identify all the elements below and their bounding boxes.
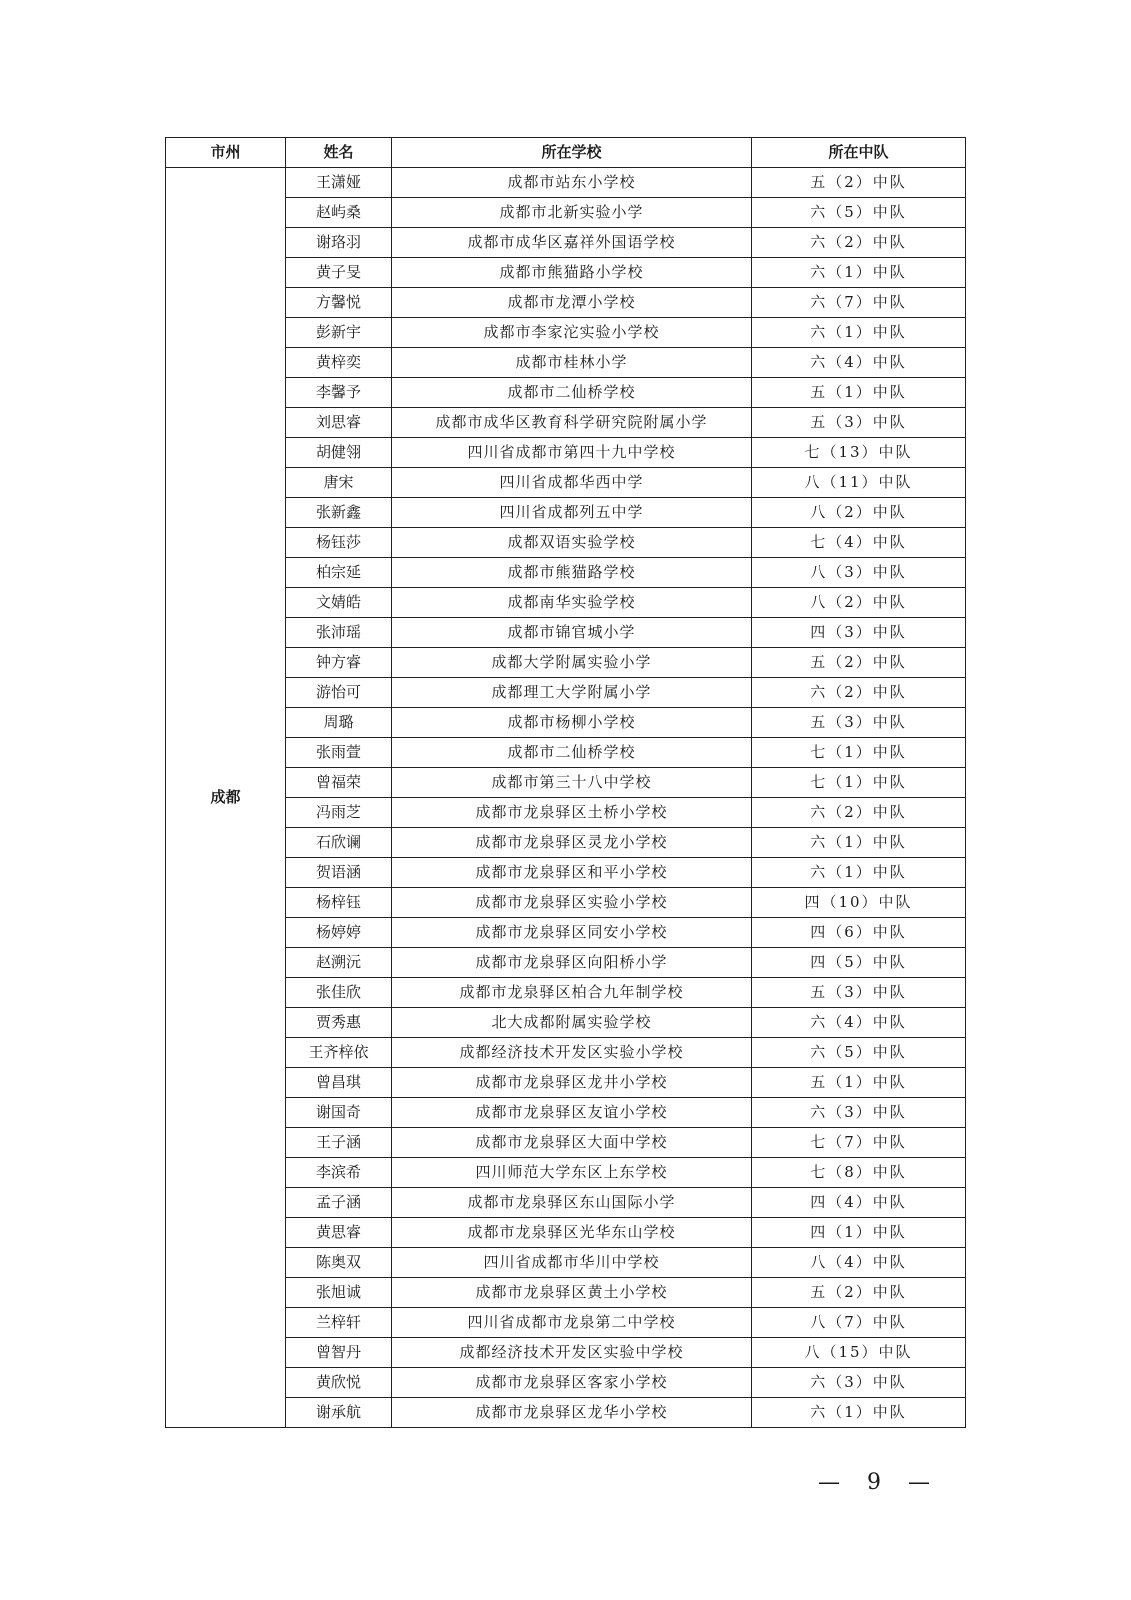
- school-cell: 北大成都附属实验学校: [392, 1008, 752, 1038]
- name-cell: 杨婷婷: [286, 918, 392, 948]
- name-cell: 冯雨芝: [286, 798, 392, 828]
- school-cell: 成都市二仙桥学校: [392, 378, 752, 408]
- squad-cell: 五（3）中队: [752, 978, 966, 1008]
- table-row: [166, 708, 966, 738]
- school-cell: 成都市龙泉驿区光华东山学校: [392, 1218, 752, 1248]
- table-row: [166, 948, 966, 978]
- name-cell: 柏宗延: [286, 558, 392, 588]
- table-row: [166, 888, 966, 918]
- name-cell: 游怡可: [286, 678, 392, 708]
- squad-cell: 六（5）中队: [752, 198, 966, 228]
- table-row: [166, 1278, 966, 1308]
- school-cell: 成都市龙泉驿区同安小学校: [392, 918, 752, 948]
- squad-cell: 六（3）中队: [752, 1368, 966, 1398]
- school-cell: 成都南华实验学校: [392, 588, 752, 618]
- squad-cell: 四（5）中队: [752, 948, 966, 978]
- table-row: [166, 288, 966, 318]
- squad-cell: 五（2）中队: [752, 648, 966, 678]
- squad-cell: 六（1）中队: [752, 858, 966, 888]
- name-cell: 刘思睿: [286, 408, 392, 438]
- name-cell: 曾福荣: [286, 768, 392, 798]
- squad-cell: 八（11）中队: [752, 468, 966, 498]
- school-cell: 成都理工大学附属小学: [392, 678, 752, 708]
- school-cell: 四川省成都市第四十九中学校: [392, 438, 752, 468]
- city-cell: 成都: [166, 168, 286, 1428]
- name-cell: 孟子涵: [286, 1188, 392, 1218]
- school-cell: 成都经济技术开发区实验小学校: [392, 1038, 752, 1068]
- squad-cell: 八（2）中队: [752, 588, 966, 618]
- table-row: [166, 1068, 966, 1098]
- table-row: [166, 918, 966, 948]
- table-row: [166, 978, 966, 1008]
- header-school: 所在学校: [392, 138, 752, 168]
- table-row: [166, 438, 966, 468]
- squad-cell: 七（1）中队: [752, 738, 966, 768]
- name-cell: 谢国奇: [286, 1098, 392, 1128]
- squad-cell: 八（7）中队: [752, 1308, 966, 1338]
- school-cell: 成都市熊猫路学校: [392, 558, 752, 588]
- school-cell: 成都市第三十八中学校: [392, 768, 752, 798]
- table-row: [166, 1338, 966, 1368]
- squad-cell: 四（10）中队: [752, 888, 966, 918]
- squad-cell: 六（7）中队: [752, 288, 966, 318]
- table-row: [166, 1188, 966, 1218]
- school-cell: 四川省成都列五中学: [392, 498, 752, 528]
- school-cell: 成都市成华区嘉祥外国语学校: [392, 228, 752, 258]
- name-cell: 曾昌琪: [286, 1068, 392, 1098]
- table-row: [166, 1098, 966, 1128]
- header-squad: 所在中队: [752, 138, 966, 168]
- name-cell: 谢珞羽: [286, 228, 392, 258]
- name-cell: 李馨予: [286, 378, 392, 408]
- squad-cell: 四（4）中队: [752, 1188, 966, 1218]
- school-cell: 成都市锦官城小学: [392, 618, 752, 648]
- name-cell: 唐宋: [286, 468, 392, 498]
- school-cell: 四川省成都华西中学: [392, 468, 752, 498]
- squad-cell: 五（1）中队: [752, 378, 966, 408]
- name-cell: 胡健翎: [286, 438, 392, 468]
- squad-cell: 七（1）中队: [752, 768, 966, 798]
- squad-cell: 八（4）中队: [752, 1248, 966, 1278]
- name-cell: 钟方睿: [286, 648, 392, 678]
- name-cell: 石欣谰: [286, 828, 392, 858]
- table-row: [166, 1368, 966, 1398]
- table-row: [166, 1008, 966, 1038]
- squad-cell: 六（2）中队: [752, 678, 966, 708]
- squad-cell: 六（3）中队: [752, 1098, 966, 1128]
- name-cell: 张新鑫: [286, 498, 392, 528]
- table-row: [166, 168, 966, 198]
- school-cell: 成都市龙潭小学校: [392, 288, 752, 318]
- name-cell: 张佳欣: [286, 978, 392, 1008]
- table-row: [166, 768, 966, 798]
- school-cell: 四川师范大学东区上东学校: [392, 1158, 752, 1188]
- name-cell: 王齐梓依: [286, 1038, 392, 1068]
- school-cell: 成都市成华区教育科学研究院附属小学: [392, 408, 752, 438]
- name-cell: 贾秀惠: [286, 1008, 392, 1038]
- name-cell: 周璐: [286, 708, 392, 738]
- name-cell: 曾智丹: [286, 1338, 392, 1368]
- squad-cell: 六（1）中队: [752, 258, 966, 288]
- squad-cell: 六（2）中队: [752, 228, 966, 258]
- squad-cell: 五（2）中队: [752, 1278, 966, 1308]
- table-row: [166, 1038, 966, 1068]
- table-row: [166, 258, 966, 288]
- school-cell: 成都市二仙桥学校: [392, 738, 752, 768]
- name-cell: 贺语涵: [286, 858, 392, 888]
- school-cell: 成都市龙泉驿区客家小学校: [392, 1368, 752, 1398]
- school-cell: 成都双语实验学校: [392, 528, 752, 558]
- header-city: 市州: [166, 138, 286, 168]
- school-cell: 成都市北新实验小学: [392, 198, 752, 228]
- table-row: [166, 1128, 966, 1158]
- squad-cell: 六（4）中队: [752, 1008, 966, 1038]
- school-cell: 成都市龙泉驿区实验小学校: [392, 888, 752, 918]
- squad-cell: 五（2）中队: [752, 168, 966, 198]
- name-cell: 黄梓奕: [286, 348, 392, 378]
- squad-cell: 五（1）中队: [752, 1068, 966, 1098]
- squad-cell: 六（5）中队: [752, 1038, 966, 1068]
- name-cell: 王子涵: [286, 1128, 392, 1158]
- table-row: [166, 198, 966, 228]
- name-cell: 黄子旻: [286, 258, 392, 288]
- table-row: [166, 408, 966, 438]
- squad-cell: 七（7）中队: [752, 1128, 966, 1158]
- table-row: [166, 1308, 966, 1338]
- squad-cell: 五（3）中队: [752, 708, 966, 738]
- school-cell: 成都市龙泉驿区和平小学校: [392, 858, 752, 888]
- name-cell: 王潇娅: [286, 168, 392, 198]
- name-cell: 兰梓轩: [286, 1308, 392, 1338]
- school-cell: 四川省成都市龙泉第二中学校: [392, 1308, 752, 1338]
- header-row: [166, 138, 966, 168]
- table-row: [166, 678, 966, 708]
- table-row: [166, 798, 966, 828]
- roster-table: [165, 137, 966, 1428]
- school-cell: 成都市龙泉驿区东山国际小学: [392, 1188, 752, 1218]
- school-cell: 成都市龙泉驿区龙华小学校: [392, 1398, 752, 1428]
- name-cell: 方馨悦: [286, 288, 392, 318]
- squad-cell: 六（1）中队: [752, 1398, 966, 1428]
- header-name: 姓名: [286, 138, 392, 168]
- table-row: [166, 498, 966, 528]
- table-row: [166, 1218, 966, 1248]
- name-cell: 赵屿桑: [286, 198, 392, 228]
- squad-cell: 六（2）中队: [752, 798, 966, 828]
- name-cell: 陈奥双: [286, 1248, 392, 1278]
- school-cell: 成都市龙泉驿区土桥小学校: [392, 798, 752, 828]
- table-row: [166, 1398, 966, 1428]
- squad-cell: 八（2）中队: [752, 498, 966, 528]
- table-row: [166, 618, 966, 648]
- name-cell: 赵溯沅: [286, 948, 392, 978]
- squad-cell: 八（15）中队: [752, 1338, 966, 1368]
- table-row: [166, 1248, 966, 1278]
- table-row: [166, 1158, 966, 1188]
- name-cell: 杨梓钰: [286, 888, 392, 918]
- squad-cell: 四（6）中队: [752, 918, 966, 948]
- roster-body: [166, 168, 966, 1428]
- table-row: [166, 828, 966, 858]
- name-cell: 杨钰莎: [286, 528, 392, 558]
- name-cell: 李滨希: [286, 1158, 392, 1188]
- school-cell: 成都市龙泉驿区友谊小学校: [392, 1098, 752, 1128]
- table-row: [166, 648, 966, 678]
- school-cell: 成都市桂林小学: [392, 348, 752, 378]
- table-row: [166, 738, 966, 768]
- school-cell: 成都市站东小学校: [392, 168, 752, 198]
- school-cell: 成都市龙泉驿区黄土小学校: [392, 1278, 752, 1308]
- name-cell: 文婧皓: [286, 588, 392, 618]
- school-cell: 成都市龙泉驿区龙井小学校: [392, 1068, 752, 1098]
- name-cell: 张旭诚: [286, 1278, 392, 1308]
- name-cell: 谢承航: [286, 1398, 392, 1428]
- school-cell: 成都市龙泉驿区大面中学校: [392, 1128, 752, 1158]
- squad-cell: 七（13）中队: [752, 438, 966, 468]
- squad-cell: 七（8）中队: [752, 1158, 966, 1188]
- school-cell: 成都市李家沱实验小学校: [392, 318, 752, 348]
- school-cell: 四川省成都市华川中学校: [392, 1248, 752, 1278]
- table-row: [166, 528, 966, 558]
- table-row: [166, 468, 966, 498]
- squad-cell: 四（3）中队: [752, 618, 966, 648]
- name-cell: 张雨萱: [286, 738, 392, 768]
- table-row: [166, 588, 966, 618]
- school-cell: 成都市杨柳小学校: [392, 708, 752, 738]
- name-cell: 彭新宇: [286, 318, 392, 348]
- school-cell: 成都市龙泉驿区灵龙小学校: [392, 828, 752, 858]
- page-number: — 9 —: [818, 1470, 940, 1495]
- table-row: [166, 228, 966, 258]
- squad-cell: 四（1）中队: [752, 1218, 966, 1248]
- school-cell: 成都市龙泉驿区柏合九年制学校: [392, 978, 752, 1008]
- name-cell: 张沛瑶: [286, 618, 392, 648]
- squad-cell: 五（3）中队: [752, 408, 966, 438]
- table-row: [166, 378, 966, 408]
- school-cell: 成都大学附属实验小学: [392, 648, 752, 678]
- name-cell: 黄欣悦: [286, 1368, 392, 1398]
- table-row: [166, 318, 966, 348]
- school-cell: 成都经济技术开发区实验中学校: [392, 1338, 752, 1368]
- squad-cell: 七（4）中队: [752, 528, 966, 558]
- name-cell: 黄思睿: [286, 1218, 392, 1248]
- table-row: [166, 858, 966, 888]
- school-cell: 成都市龙泉驿区向阳桥小学: [392, 948, 752, 978]
- squad-cell: 六（1）中队: [752, 828, 966, 858]
- table-row: [166, 348, 966, 378]
- table-row: [166, 558, 966, 588]
- squad-cell: 六（1）中队: [752, 318, 966, 348]
- squad-cell: 八（3）中队: [752, 558, 966, 588]
- school-cell: 成都市熊猫路小学校: [392, 258, 752, 288]
- squad-cell: 六（4）中队: [752, 348, 966, 378]
